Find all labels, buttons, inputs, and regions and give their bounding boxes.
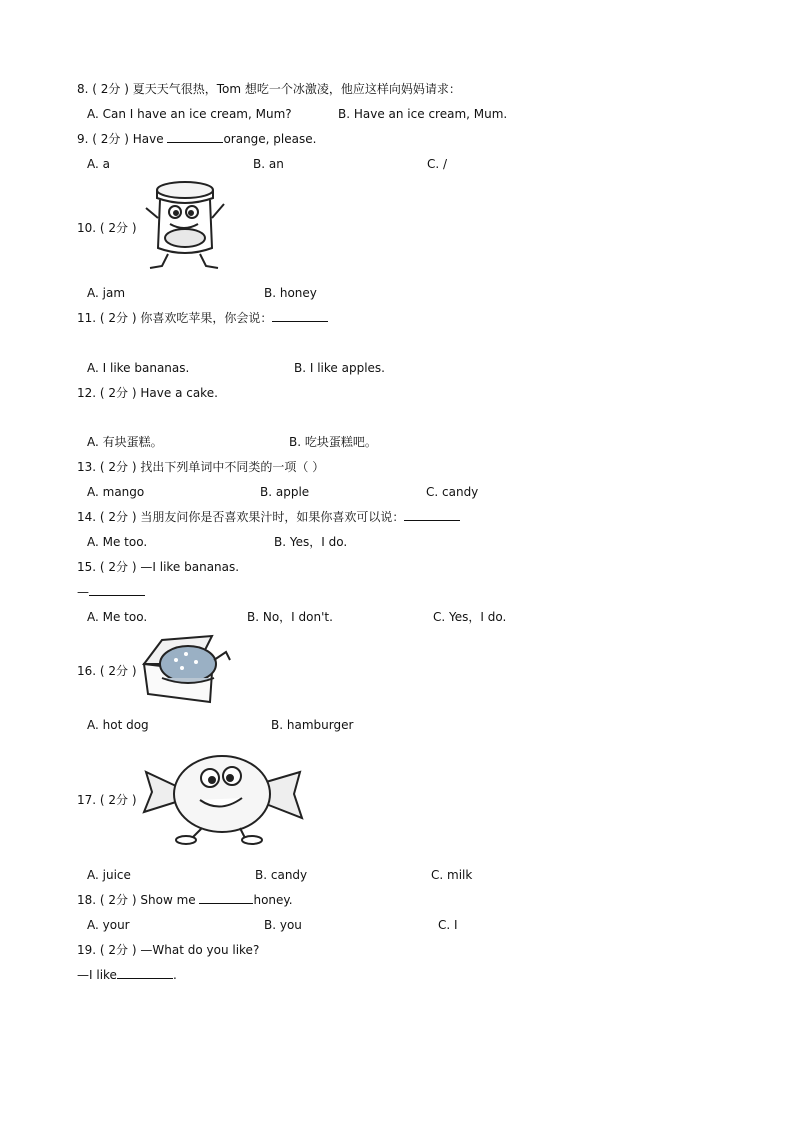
question-14: [77, 509, 460, 525]
question-18: [77, 892, 293, 908]
option-b[interactable]: B. you: [264, 918, 302, 932]
option-b[interactable]: B. No，I don't.: [247, 610, 333, 624]
question-points: ( 2分 ): [92, 132, 129, 146]
question-13: [77, 459, 324, 475]
option-a[interactable]: A. Can I have an ice cream, Mum?: [87, 107, 292, 121]
option-a[interactable]: A. your: [87, 918, 130, 932]
question-stem-end: orange, please.: [223, 132, 317, 146]
candy-picture: [140, 742, 306, 846]
option-a[interactable]: A. jam: [87, 286, 126, 300]
question-points: ( 2分 ): [99, 664, 137, 678]
question-number: 17.: [77, 793, 97, 807]
option-a[interactable]: A. hot dog: [87, 718, 149, 732]
answer-blank[interactable]: [167, 131, 223, 143]
option-b[interactable]: B. I like apples.: [294, 361, 385, 375]
question-points: ( 2分 ): [99, 793, 137, 807]
question-stem: Show me: [140, 893, 200, 907]
answer-blank[interactable]: [117, 967, 173, 979]
option-b[interactable]: B. apple: [260, 485, 310, 499]
option-a[interactable]: A. juice: [87, 868, 131, 882]
question-stem-end: honey.: [253, 893, 293, 907]
option-c[interactable]: C. /: [427, 157, 448, 171]
option-a[interactable]: A. mango: [87, 485, 145, 499]
question-12: [77, 385, 218, 401]
question-number: 11.: [77, 311, 97, 325]
answer-blank[interactable]: [272, 310, 328, 322]
option-b[interactable]: B. hamburger: [271, 718, 354, 732]
question-10: [77, 220, 137, 236]
option-a[interactable]: A. I like bananas.: [87, 361, 190, 375]
question-11: [77, 310, 328, 326]
question-number: 12.: [77, 386, 97, 400]
question-number: 8.: [77, 82, 89, 96]
question-stem: Have a cake.: [140, 386, 218, 400]
question-stem: 当朋友问你是否喜欢果汁时，如果你喜欢可以说：: [140, 510, 405, 524]
option-b[interactable]: B. Yes，I do.: [274, 535, 348, 549]
question-stem: Have: [132, 132, 168, 146]
option-c[interactable]: C. candy: [426, 485, 479, 499]
option-c[interactable]: C. Yes，I do.: [433, 610, 507, 624]
question-17: [77, 792, 137, 808]
option-b[interactable]: B. candy: [255, 868, 308, 882]
question-number: 19.: [77, 943, 97, 957]
question-points: ( 2分 ): [99, 311, 137, 325]
option-c[interactable]: C. milk: [431, 868, 473, 882]
question-number: 16.: [77, 664, 97, 678]
question-number: 14.: [77, 510, 97, 524]
option-a[interactable]: A. Me too.: [87, 535, 148, 549]
question-16: [77, 663, 137, 679]
reply-end: .: [172, 968, 177, 982]
question-points: ( 2分 ): [99, 221, 137, 235]
question-points: ( 2分 ): [99, 893, 137, 907]
question-number: 9.: [77, 132, 89, 146]
option-a[interactable]: A. a: [87, 157, 110, 171]
question-number: 18.: [77, 893, 97, 907]
question-points: ( 2分 ): [99, 460, 137, 474]
option-a[interactable]: A. 有块蛋糕。: [87, 435, 163, 449]
option-b[interactable]: B. Have an ice cream, Mum.: [338, 107, 508, 121]
jam-jar-picture: [140, 178, 230, 272]
question-19: [77, 942, 259, 958]
answer-blank[interactable]: [89, 584, 145, 596]
question-points: ( 2分 ): [99, 386, 137, 400]
question-stem: 你喜欢吃苹果，你会说：: [140, 311, 273, 325]
hamburger-picture: [138, 632, 234, 708]
option-a[interactable]: A. Me too.: [87, 610, 148, 624]
question-number: 13.: [77, 460, 97, 474]
answer-blank[interactable]: [199, 892, 253, 904]
option-b[interactable]: B. honey: [264, 286, 317, 300]
option-c[interactable]: C. I: [438, 918, 458, 932]
reply-dash: —: [77, 585, 89, 599]
question-9: [77, 131, 316, 147]
question-stem: 夏天天气很热，Tom 想吃一个冰激凌，他应这样向妈妈请求：: [132, 82, 461, 96]
question-points: ( 2分 ): [99, 560, 137, 574]
question-points: ( 2分 ): [99, 943, 137, 957]
reply-line: [77, 584, 145, 600]
question-stem: 找出下列单词中不同类的一项（ ）: [140, 460, 325, 474]
question-15: [77, 559, 239, 575]
question-points: ( 2分 ): [99, 510, 137, 524]
question-stem: —I like bananas.: [140, 560, 240, 574]
question-8: [77, 81, 461, 97]
question-stem: —What do you like?: [140, 943, 260, 957]
reply-text: —I like: [77, 968, 117, 982]
question-number: 15.: [77, 560, 97, 574]
question-number: 10.: [77, 221, 97, 235]
answer-blank[interactable]: [404, 509, 460, 521]
option-b[interactable]: B. an: [253, 157, 284, 171]
question-points: ( 2分 ): [92, 82, 129, 96]
option-b[interactable]: B. 吃块蛋糕吧。: [289, 435, 377, 449]
reply-line: [77, 967, 177, 983]
